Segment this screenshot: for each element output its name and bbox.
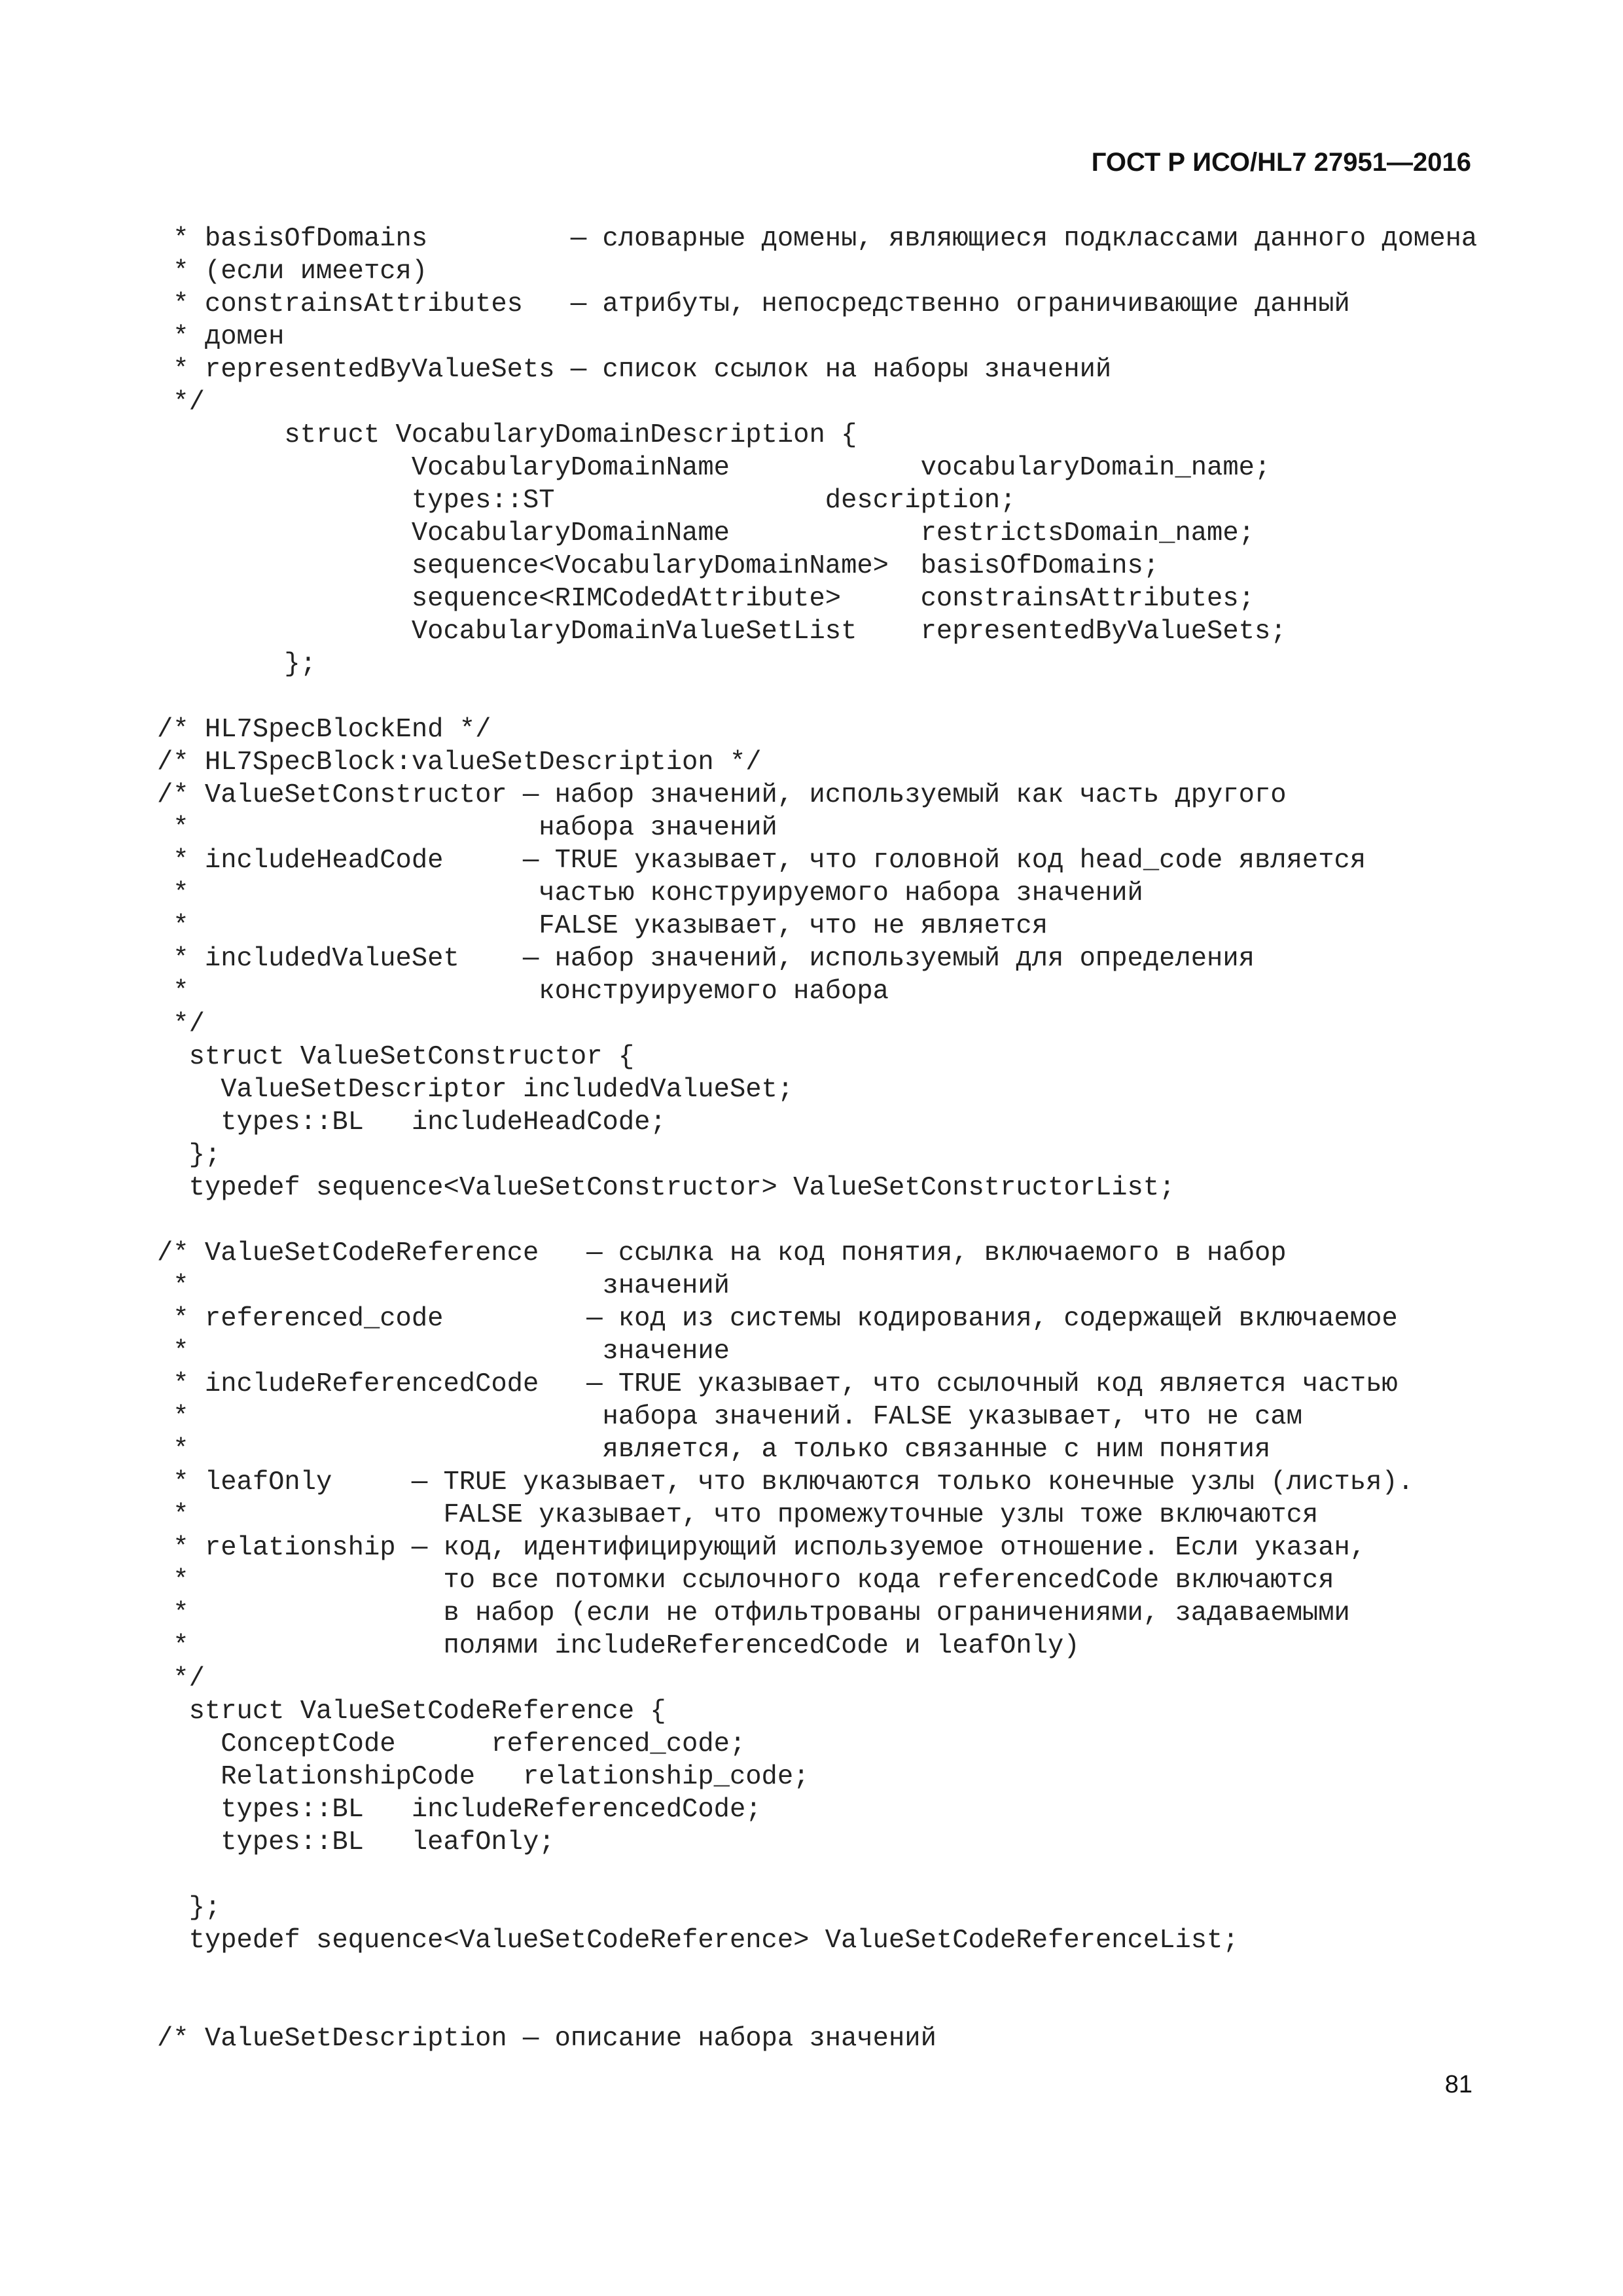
code-line: }; xyxy=(157,649,317,679)
code-line: * relationship — код, идентифицирующий используемое отношение. Если указан, xyxy=(157,1533,1366,1563)
code-line: ConceptCode referenced_code; xyxy=(157,1729,746,1759)
code-line: * referenced_code — код из системы кодирования, содержащей включаемое xyxy=(157,1304,1398,1334)
code-line: * полями includeReferencedCode и leafOnly) xyxy=(157,1631,1080,1661)
code-line: }; xyxy=(157,1893,221,1923)
code-line: * leafOnly — TRUE указывает, что включаются только конечные узлы (листья). xyxy=(157,1467,1414,1498)
code-line: sequence<RIMCodedAttribute> constrainsAttributes; xyxy=(157,584,1255,614)
code-line: types::BL leafOnly; xyxy=(157,1827,555,1857)
code-line: VocabularyDomainName vocabularyDomain_name; xyxy=(157,453,1271,483)
code-line: * набора значений xyxy=(157,813,777,843)
code-line: types::BL includeHeadCode; xyxy=(157,1107,666,1138)
code-line: * частью конструируемого набора значений xyxy=(157,878,1143,908)
code-line: * то все потомки ссылочного кода referencedCode включаются xyxy=(157,1566,1334,1596)
code-line: * includedValueSet — набор значений, используемый для определения xyxy=(157,944,1255,974)
code-line: * FALSE указывает, что промежуточные узлы тоже включаются xyxy=(157,1500,1319,1530)
code-line: * includeReferencedCode — TRUE указывает, что ссылочный код является частью xyxy=(157,1369,1398,1399)
code-line: */ xyxy=(157,1664,205,1694)
code-line: typedef sequence<ValueSetConstructor> ValueSetConstructorList; xyxy=(157,1173,1175,1203)
code-line: types::ST description; xyxy=(157,486,1016,516)
code-line: }; xyxy=(157,1140,221,1170)
code-line: VocabularyDomainName restrictsDomain_name; xyxy=(157,518,1255,548)
code-line: sequence<VocabularyDomainName> basisOfDomains; xyxy=(157,551,1160,581)
code-line: * (если имеется) xyxy=(157,257,428,287)
code-line: * значений xyxy=(157,1271,730,1301)
code-line: /* ValueSetCodeReference — ссылка на код понятия, включаемого в набор xyxy=(157,1238,1287,1268)
code-line: * набора значений. FALSE указывает, что не сам xyxy=(157,1402,1302,1432)
code-line: * constrainsAttributes — атрибуты, непосредственно ограничивающие данный xyxy=(157,289,1350,319)
code-line: /* HL7SpecBlockEnd */ xyxy=(157,715,491,745)
code-line: /* ValueSetDescription — описание набора значений xyxy=(157,2024,936,2054)
code-line: struct ValueSetConstructor { xyxy=(157,1042,635,1072)
standard-header: ГОСТ Р ИСО/HL7 27951—2016 xyxy=(1091,148,1471,177)
code-line: struct ValueSetCodeReference { xyxy=(157,1696,666,1727)
code-line: */ xyxy=(157,1009,205,1039)
page-number: 81 xyxy=(1444,2071,1472,2098)
code-line: * в набор (если не отфильтрованы ограничениями, задаваемыми xyxy=(157,1598,1350,1628)
code-line: */ xyxy=(157,387,205,418)
code-line: * значение xyxy=(157,1336,730,1367)
code-line: * includeHeadCode — TRUE указывает, что головной код head_code является xyxy=(157,846,1366,876)
code-line: * конструируемого набора xyxy=(157,977,889,1007)
code-line: RelationshipCode relationship_code; xyxy=(157,1762,810,1792)
code-line: VocabularyDomainValueSetList representedByValueSets; xyxy=(157,617,1287,647)
code-line: * является, а только связанные с ним понятия xyxy=(157,1435,1271,1465)
code-line: * representedByValueSets — список ссылок на наборы значений xyxy=(157,355,1112,385)
code-line: types::BL includeReferencedCode; xyxy=(157,1795,762,1825)
code-line: ValueSetDescriptor includedValueSet; xyxy=(157,1075,794,1105)
code-line: /* ValueSetConstructor — набор значений, используемый как часть другого xyxy=(157,780,1287,810)
code-line: * домен xyxy=(157,322,285,352)
code-line: * FALSE указывает, что не является xyxy=(157,911,1048,941)
code-line: typedef sequence<ValueSetCodeReference> ValueSetCodeReferenceList; xyxy=(157,1926,1239,1956)
code-line: /* HL7SpecBlock:valueSetDescription */ xyxy=(157,747,762,778)
code-line: * basisOfDomains — словарные домены, являющиеся подклассами данного домена xyxy=(157,224,1478,254)
code-line: struct VocabularyDomainDescription { xyxy=(157,420,857,450)
